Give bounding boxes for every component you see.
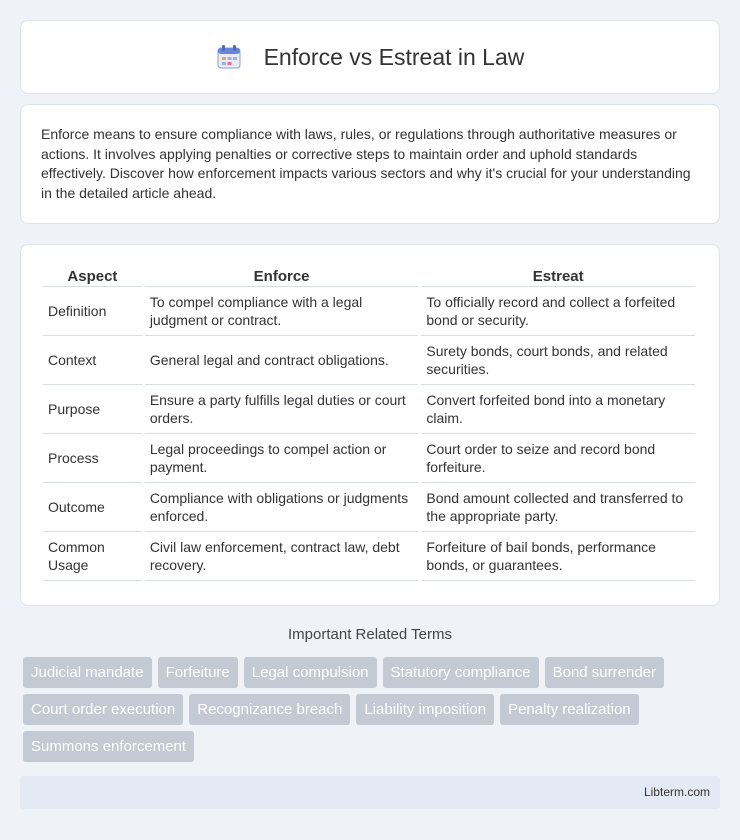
calendar-icon [216,44,242,70]
estreat-cell: To officially record and collect a forfeited bond or security. [421,287,695,336]
header-enforce: Enforce [145,265,419,287]
estreat-cell: Bond amount collected and transferred to the appropriate party. [421,483,695,532]
related-term-tag[interactable]: Penalty realization [500,694,639,725]
related-term-tag[interactable]: Court order execution [23,694,183,725]
header-estreat: Estreat [421,265,695,287]
table-row [43,287,695,336]
related-term-tag[interactable]: Judicial mandate [23,657,152,688]
estreat-cell: Court order to seize and record bond forfeiture. [421,434,695,483]
aspect-cell: Purpose [43,385,142,434]
table-row [43,336,695,385]
enforce-cell: Compliance with obligations or judgments enforced. [145,483,419,532]
aspect-cell: Common Usage [43,532,142,581]
table-header-row [43,265,695,287]
enforce-cell: Legal proceedings to compel action or payment. [145,434,419,483]
related-term-tag[interactable]: Recognizance breach [189,694,350,725]
enforce-cell: General legal and contract obligations. [145,336,419,385]
related-terms-title: Important Related Terms [288,626,452,643]
comparison-table-card [20,244,720,606]
footer [20,776,720,809]
header-card [20,20,720,94]
related-term-tag[interactable]: Forfeiture [158,657,238,688]
related-term-tag[interactable]: Bond surrender [545,657,664,688]
aspect-cell: Outcome [43,483,142,532]
estreat-cell: Forfeiture of bail bonds, performance bonds, or guarantees. [421,532,695,581]
related-term-tag[interactable]: Liability imposition [356,694,494,725]
footer-site-link[interactable]: Libterm.com [643,785,710,799]
intro-card [20,104,720,224]
enforce-cell: Ensure a party fulfills legal duties or court orders. [145,385,419,434]
aspect-cell: Process [43,434,142,483]
table-row [43,385,695,434]
enforce-cell: Civil law enforcement, contract law, debt recovery. [145,532,419,581]
estreat-cell: Convert forfeited bond into a monetary claim. [421,385,695,434]
table-row [43,483,695,532]
aspect-cell: Context [43,336,142,385]
aspect-cell: Definition [43,287,142,336]
estreat-cell: Surety bonds, court bonds, and related securities. [421,336,695,385]
comparison-table [40,265,698,581]
header-aspect: Aspect [43,265,142,287]
related-terms-list [23,657,723,768]
related-term-tag[interactable]: Legal compulsion [244,657,377,688]
table-row [43,532,695,581]
intro-text: Enforce means to ensure compliance with laws, rules, or regulations through authoritative measures or actions. It involves applying penalties or corrective steps to maintain order and uphold standards effectively. Discover how enforcement impacts various sectors and why it's crucial for your understanding in the detailed article ahead. [41,126,691,201]
table-row [43,434,695,483]
related-term-tag[interactable]: Summons enforcement [23,731,194,762]
related-term-tag[interactable]: Statutory compliance [383,657,539,688]
enforce-cell: To compel compliance with a legal judgment or contract. [145,287,419,336]
page-title: Enforce vs Estreat in Law [263,43,525,70]
